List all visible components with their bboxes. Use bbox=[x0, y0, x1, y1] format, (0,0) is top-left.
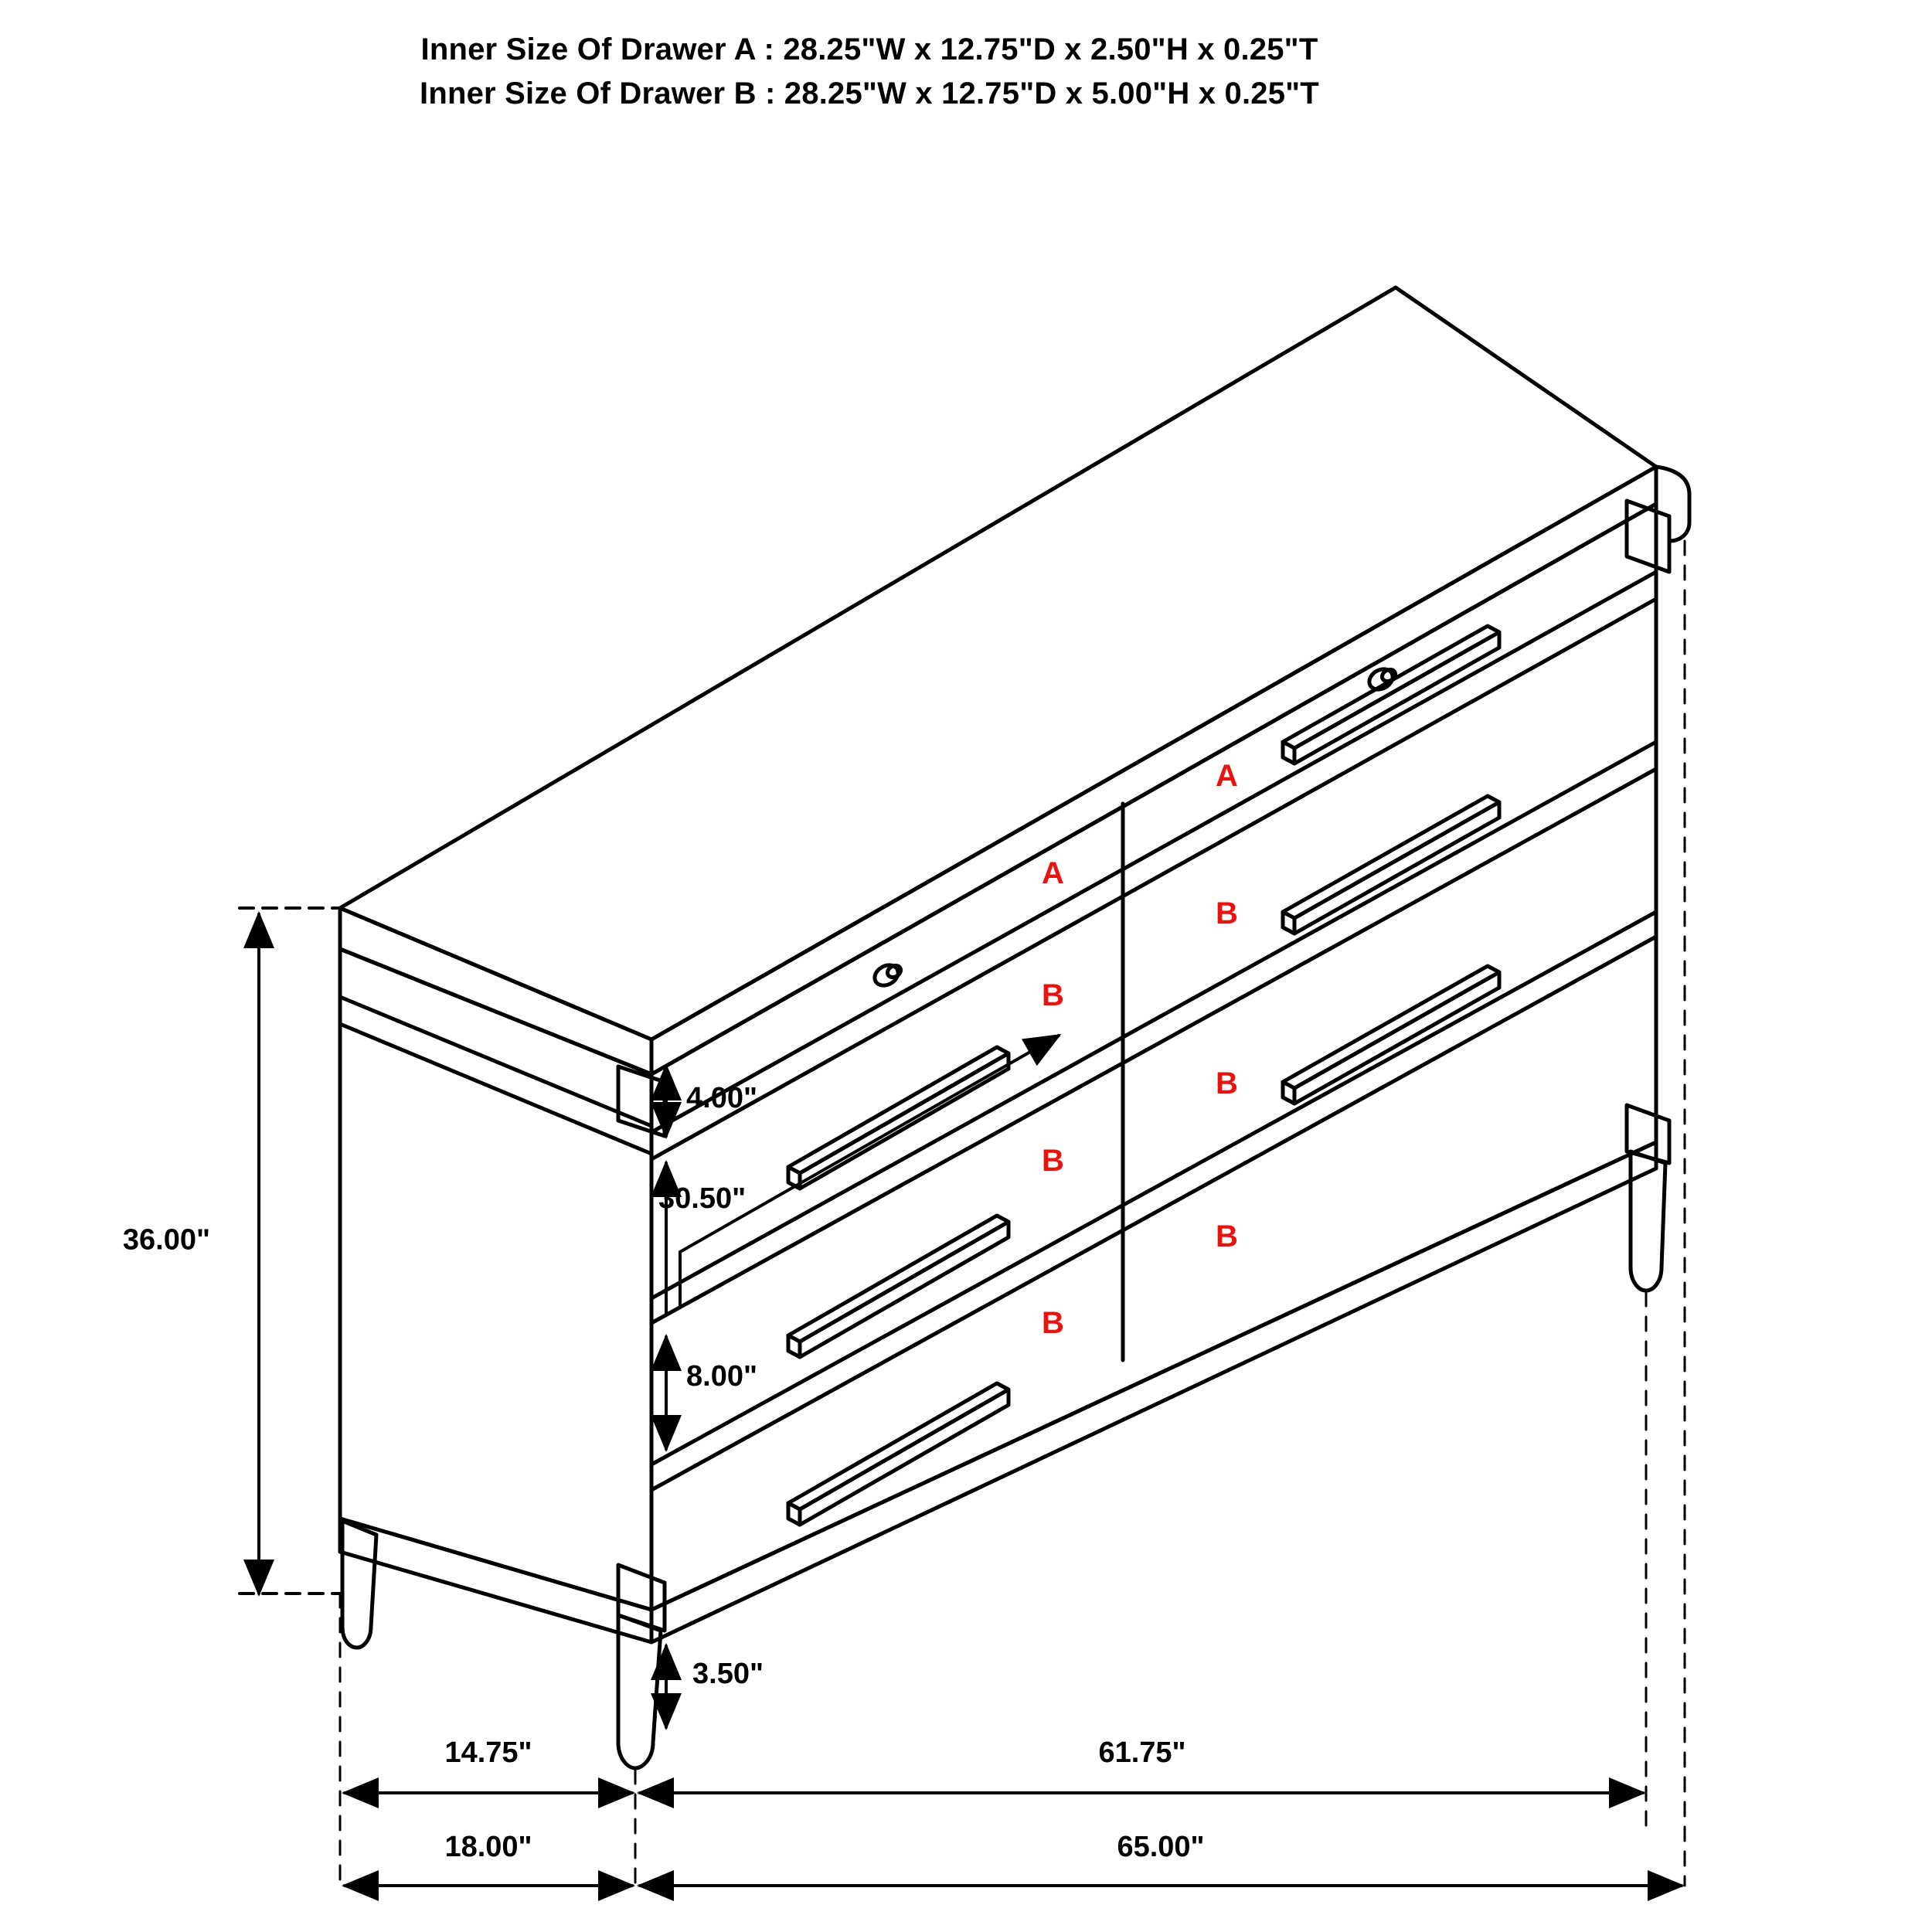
top-corner-right bbox=[1656, 467, 1689, 541]
label-drawer-stack-height: 30.50" bbox=[658, 1182, 747, 1215]
dresser-top-surface bbox=[340, 287, 1656, 1039]
dimension-stack-leader bbox=[680, 1036, 1059, 1306]
label-lower-drawer-height: 8.00" bbox=[686, 1360, 757, 1393]
drawer-pull-right-2 bbox=[1283, 796, 1499, 934]
corner-post-right bbox=[1627, 501, 1669, 572]
front-face-outline bbox=[651, 504, 1656, 1610]
corner-post-left-front bbox=[618, 1066, 665, 1136]
drawer-label-b-left-middle: B bbox=[1042, 1144, 1064, 1178]
label-front-outer: 65.00" bbox=[1117, 1831, 1205, 1863]
drawer-pull-right-1 bbox=[1283, 626, 1499, 764]
drawer-label-b-right-upper: B bbox=[1216, 896, 1238, 930]
leg-back-left bbox=[342, 1521, 376, 1648]
left-side-top-rail bbox=[340, 997, 651, 1126]
drawer-knob-left-a bbox=[871, 961, 903, 990]
label-side-inner: 14.75" bbox=[444, 1736, 532, 1769]
drawer-knob-right-a bbox=[1366, 665, 1397, 694]
left-side-bottom bbox=[340, 1519, 651, 1642]
corner-post-right-lower bbox=[1627, 1105, 1669, 1163]
label-front-inner: 61.75" bbox=[1098, 1736, 1186, 1769]
label-top-drawer-height: 4.00" bbox=[686, 1082, 757, 1114]
dimension-overall-height bbox=[240, 908, 340, 1594]
label-overall-height: 36.00" bbox=[122, 1223, 210, 1257]
front-divider-1b bbox=[651, 599, 1656, 1159]
top-edge-front bbox=[340, 908, 651, 1074]
label-side-outer: 18.00" bbox=[444, 1831, 532, 1863]
inner-size-drawer-a-text: Inner Size Of Drawer A : 28.25"W x 12.75"D x 2.50"H x 0.25"T bbox=[420, 32, 1318, 66]
drawer-label-a-right: A bbox=[1216, 759, 1238, 793]
top-edge-right bbox=[651, 467, 1656, 1074]
drawer-label-b-right-middle: B bbox=[1216, 1066, 1238, 1100]
drawer-label-a-left: A bbox=[1042, 856, 1064, 890]
drawer-label-b-right-lower: B bbox=[1216, 1219, 1238, 1253]
extension-lines bbox=[340, 541, 1685, 1889]
corner-post-left-front-lower bbox=[618, 1565, 665, 1631]
inner-size-drawer-b-text: Inner Size Of Drawer B : 28.25"W x 12.75"D x 5.00"H x 0.25"T bbox=[420, 76, 1319, 111]
label-leg-height: 3.50" bbox=[692, 1658, 764, 1690]
left-side-top-rail2 bbox=[340, 1024, 651, 1154]
left-side-face bbox=[340, 949, 651, 1610]
drawer-label-b-left-upper: B bbox=[1042, 978, 1064, 1012]
drawer-label-b-left-lower: B bbox=[1042, 1306, 1064, 1340]
drawer-pull-left-3 bbox=[788, 1383, 1009, 1525]
